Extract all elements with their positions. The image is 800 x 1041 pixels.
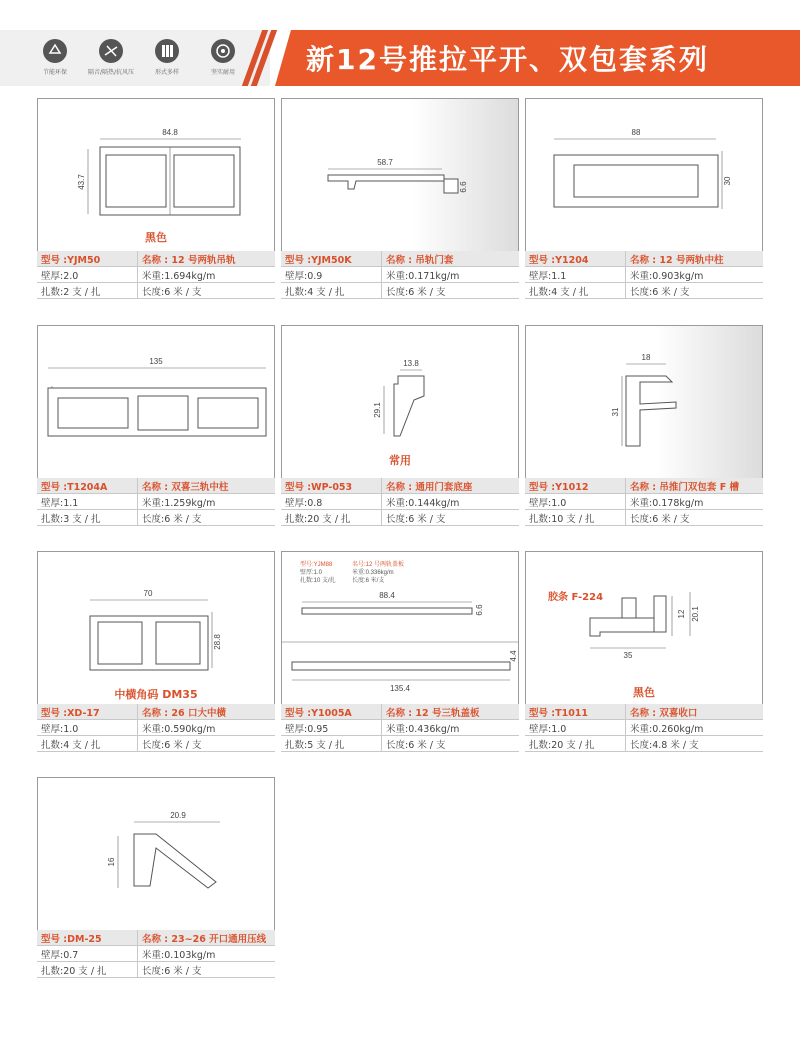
name-cell: 名称 : 吊推门双包套 F 槽	[626, 478, 764, 494]
weight-cell: 米重:0.260kg/m	[626, 720, 764, 736]
name-cell: 名称 : 26 口大中横	[138, 704, 276, 720]
profile-frame	[525, 325, 763, 479]
spec-table	[525, 704, 763, 752]
profile-drawing	[38, 778, 274, 930]
thickness-cell: 壁厚:0.7	[37, 946, 138, 962]
thickness-cell: 壁厚:0.8	[281, 494, 382, 510]
spec-row	[281, 736, 519, 752]
spec-row	[525, 736, 763, 752]
product-card	[281, 551, 519, 756]
spec-table	[525, 251, 763, 299]
spec-table	[37, 930, 275, 978]
length-cell: 长度:6 米 / 支	[382, 283, 520, 299]
model-cell: 型号 :Y1204	[525, 251, 626, 267]
profile-frame	[281, 551, 519, 705]
spec-row	[37, 510, 275, 526]
spec-row	[37, 736, 275, 752]
weight-cell: 米重:0.178kg/m	[626, 494, 764, 510]
profile-drawing	[38, 552, 274, 704]
spec-row	[37, 720, 275, 736]
profile-drawing	[282, 552, 518, 704]
spec-row	[37, 478, 275, 494]
feature-style	[147, 38, 187, 76]
product-card	[525, 325, 763, 530]
dimension-label: 20.9	[170, 811, 186, 820]
bundle-cell: 扎数:4 支 / 扎	[525, 283, 626, 299]
spec-row	[37, 946, 275, 962]
model-cell: 型号 :DM-25	[37, 930, 138, 946]
spec-table	[37, 704, 275, 752]
spec-row	[37, 704, 275, 720]
product-card	[281, 98, 519, 303]
spec-table	[281, 478, 519, 526]
profile-drawing	[526, 326, 762, 478]
spec-row	[525, 251, 763, 267]
length-cell: 长度:6 米 / 支	[138, 962, 276, 978]
inset-weight: 米重:0.336kg/m	[352, 570, 394, 576]
profile-caption: 常用	[389, 454, 411, 467]
spec-row	[37, 962, 275, 978]
weight-cell: 米重:0.590kg/m	[138, 720, 276, 736]
dimension-label: 29.1	[373, 402, 382, 418]
dimension-label: 12	[677, 609, 686, 619]
dimension-label: 58.7	[377, 158, 393, 167]
dimension-label: 20.1	[691, 606, 700, 622]
spec-row	[525, 494, 763, 510]
inset-bundle: 扎数:10 支/扎	[300, 578, 336, 584]
profile-frame	[37, 551, 275, 705]
name-cell: 名称 : 12 号两轨中柱	[626, 251, 764, 267]
bundle-cell: 扎数:20 支 / 扎	[37, 962, 138, 978]
spec-row	[37, 494, 275, 510]
dimension-label: 88	[631, 128, 641, 137]
product-card	[37, 325, 275, 530]
bundle-cell: 扎数:4 支 / 扎	[37, 736, 138, 752]
spec-row	[37, 930, 275, 946]
spec-row	[525, 267, 763, 283]
name-cell: 名称 : 双喜收口	[626, 704, 764, 720]
name-cell: 名称 : 双喜三轨中柱	[138, 478, 276, 494]
spec-row	[37, 283, 275, 299]
bundle-cell: 扎数:2 支 / 扎	[37, 283, 138, 299]
dimension-label: 135	[149, 357, 163, 366]
profile-drawing	[282, 99, 518, 251]
product-card	[525, 98, 763, 303]
feature-durable	[203, 38, 243, 76]
thickness-cell: 壁厚:1.0	[525, 494, 626, 510]
durable-icon	[210, 38, 236, 64]
thickness-cell: 壁厚:1.0	[525, 720, 626, 736]
spec-row	[525, 283, 763, 299]
inset-name: 名号:12 号两轨盖板	[352, 562, 405, 568]
dimension-label: 88.4	[379, 591, 395, 600]
model-cell: 型号 :T1204A	[37, 478, 138, 494]
dimension-label: 84.8	[162, 128, 178, 137]
dimension-label: 28.8	[213, 634, 222, 650]
bundle-cell: 扎数:4 支 / 扎	[281, 283, 382, 299]
spec-row	[281, 510, 519, 526]
spec-row	[281, 283, 519, 299]
spec-table	[525, 478, 763, 526]
bundle-cell: 扎数:10 支 / 扎	[525, 510, 626, 526]
dimension-label: 70	[143, 589, 153, 598]
length-cell: 长度:6 米 / 支	[138, 736, 276, 752]
bundle-cell: 扎数:3 支 / 扎	[37, 510, 138, 526]
model-cell: 型号 :YJM50	[37, 251, 138, 267]
profile-caption: 黑色	[633, 686, 655, 699]
model-cell: 型号 :XD-17	[37, 704, 138, 720]
dimension-label: 6.6	[475, 604, 484, 616]
recycle-icon	[42, 38, 68, 64]
length-cell: 长度:6 米 / 支	[626, 283, 764, 299]
profile-drawing	[38, 326, 274, 478]
name-cell: 名称 : 12 号两轨吊轨	[138, 251, 276, 267]
thickness-cell: 壁厚:0.9	[281, 267, 382, 283]
spec-row	[281, 251, 519, 267]
spec-row	[525, 478, 763, 494]
style-icon	[154, 38, 180, 64]
bundle-cell: 扎数:20 支 / 扎	[525, 736, 626, 752]
thickness-cell: 壁厚:1.0	[37, 720, 138, 736]
feature-label: 隔音/隔热/抗风压	[87, 69, 135, 76]
spec-row	[281, 267, 519, 283]
name-cell: 名称 : 通用门套底座	[382, 478, 520, 494]
spec-row	[525, 704, 763, 720]
feature-insulation	[87, 38, 135, 76]
thickness-cell: 壁厚:2.0	[37, 267, 138, 283]
profile-drawing	[526, 552, 762, 704]
name-cell: 名称 : 吊轨门套	[382, 251, 520, 267]
weight-cell: 米重:0.436kg/m	[382, 720, 520, 736]
profile-frame	[281, 98, 519, 252]
profile-frame	[525, 551, 763, 705]
weight-cell: 米重:0.171kg/m	[382, 267, 520, 283]
dimension-label: 4.4	[509, 650, 518, 662]
name-cell: 名称 : 12 号三轨盖板	[382, 704, 520, 720]
length-cell: 长度:6 米 / 支	[626, 510, 764, 526]
dimension-label: 16	[107, 857, 116, 867]
profile-frame	[37, 325, 275, 479]
spec-table	[281, 704, 519, 752]
profile-caption: 黑色	[145, 231, 167, 244]
spec-row	[525, 720, 763, 736]
profile-frame	[37, 98, 275, 252]
dimension-label: 18	[641, 353, 651, 362]
weight-cell: 米重:1.259kg/m	[138, 494, 276, 510]
product-card	[37, 551, 275, 756]
inset-thickness: 壁厚:1.0	[300, 570, 323, 576]
spec-table	[37, 478, 275, 526]
model-cell: 型号 :Y1012	[525, 478, 626, 494]
inset-length: 长度:6 米/支	[352, 578, 385, 584]
product-card	[37, 98, 275, 303]
spec-row	[37, 267, 275, 283]
product-card	[37, 777, 275, 982]
page-title: 新12号推拉平开、双包套系列	[306, 43, 709, 76]
length-cell: 长度:4.8 米 / 支	[626, 736, 764, 752]
spec-row	[37, 251, 275, 267]
dimension-label: 31	[611, 407, 620, 417]
profile-frame	[281, 325, 519, 479]
name-cell: 名称 : 23~26 开口通用压线	[138, 930, 276, 946]
thickness-cell: 壁厚:0.95	[281, 720, 382, 736]
spec-row	[525, 510, 763, 526]
dimension-label: 6.6	[459, 181, 468, 193]
dimension-label: 13.8	[403, 359, 419, 368]
spec-row	[281, 720, 519, 736]
model-cell: 型号 :T1011	[525, 704, 626, 720]
spec-row	[281, 494, 519, 510]
bundle-cell: 扎数:20 支 / 扎	[281, 510, 382, 526]
feature-icons	[35, 38, 243, 76]
model-cell: 型号 :Y1005A	[281, 704, 382, 720]
weight-cell: 米重:0.903kg/m	[626, 267, 764, 283]
feature-label: 形式多样	[154, 69, 179, 76]
length-cell: 长度:6 米 / 支	[138, 283, 276, 299]
profile-frame	[37, 777, 275, 931]
product-card	[281, 325, 519, 530]
product-card	[525, 551, 763, 756]
feature-label: 节能环保	[42, 69, 67, 76]
spec-table	[281, 251, 519, 299]
dimension-label: 30	[723, 176, 732, 186]
model-cell: 型号 :YJM50K	[281, 251, 382, 267]
insulation-icon	[98, 38, 124, 64]
profile-caption: 中横角码 DM35	[114, 688, 198, 701]
inset-model: 型号:YJM88	[300, 562, 333, 568]
weight-cell: 米重:0.144kg/m	[382, 494, 520, 510]
spec-row	[281, 704, 519, 720]
thickness-cell: 壁厚:1.1	[525, 267, 626, 283]
gasket-label: 胶条 F-224	[548, 592, 604, 603]
page-header	[0, 0, 800, 100]
spec-row	[281, 478, 519, 494]
length-cell: 长度:6 米 / 支	[382, 510, 520, 526]
weight-cell: 米重:0.103kg/m	[138, 946, 276, 962]
feature-recycle	[35, 38, 75, 76]
length-cell: 长度:6 米 / 支	[382, 736, 520, 752]
model-cell: 型号 :WP-053	[281, 478, 382, 494]
dimension-label: 35	[623, 651, 633, 660]
dimension-label: 43.7	[77, 174, 86, 190]
weight-cell: 米重:1.694kg/m	[138, 267, 276, 283]
bundle-cell: 扎数:5 支 / 扎	[281, 736, 382, 752]
profile-drawing	[526, 99, 762, 251]
length-cell: 长度:6 米 / 支	[138, 510, 276, 526]
spec-table	[37, 251, 275, 299]
profile-frame	[525, 98, 763, 252]
feature-label: 坚实耐用	[210, 69, 235, 76]
thickness-cell: 壁厚:1.1	[37, 494, 138, 510]
dimension-label: 135.4	[389, 684, 411, 693]
